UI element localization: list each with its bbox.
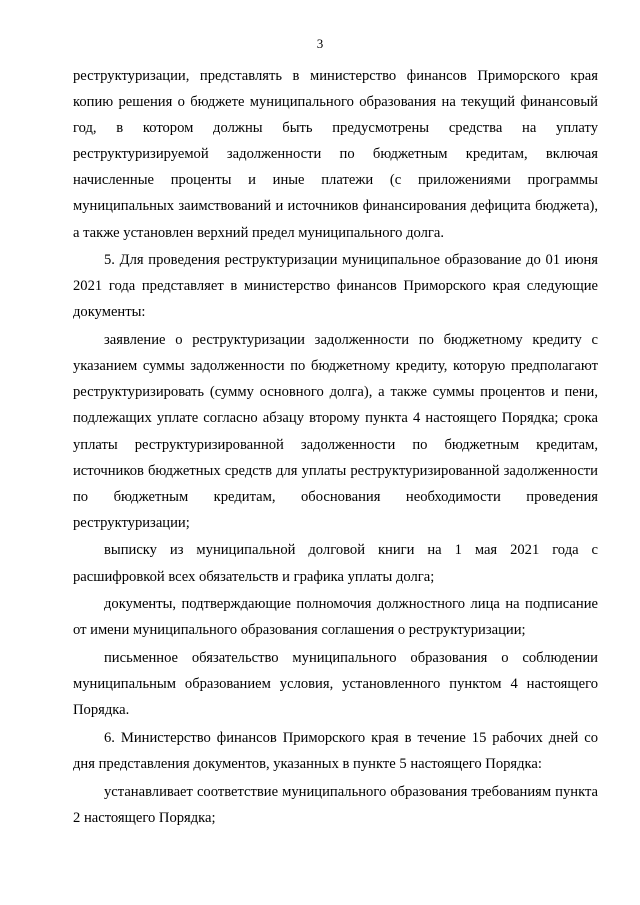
- paragraph-compliance: устанавливает соответствие муниципального образования требованиям пункта 2 настоящего Порядка;: [73, 783, 598, 826]
- paragraph-item-5: 5. Для проведения реструктуризации муниципальное образование до 01 июня 2021 года представляет в министерство финансов Приморского края следующие документы:: [73, 252, 598, 321]
- paragraph-authority-documents: документы, подтверждающие полномочия должностного лица на подписание от имени муниципального образования соглашения о реструктуризации;: [73, 596, 598, 639]
- paragraph-application: заявление о реструктуризации задолженности по бюджетному кредиту с указанием суммы задолженности по бюджетному кредиту, которую предполагают реструктуризировать (сумму основного долга), а также суммы процентов и пени, подлежащих уплате согласно абзацу второму пункта 4 настоящего Порядка; срока уплаты реструктуризированной задолженности по бюджетным кредитам, источников бюджетных средств для уплаты реструктуризированной задолженности по бюджетным кредитам, обоснования необходимости проведения реструктуризации;: [73, 332, 598, 531]
- document-body: [73, 63, 598, 831]
- paragraph-continuation: реструктуризации, представлять в министерство финансов Приморского края копию решения о бюджете муниципального образования на текущий финансовый год, в котором должны быть предусмотрены средства на уплату реструктуризируемой задолженности по бюджетным кредитам, включая начисленные проценты и иные платежи (с приложениями программы муниципальных заимствований и источников финансирования дефицита бюджета), а также установлен верхний предел муниципального долга.: [73, 68, 598, 241]
- paragraph-written-obligation: письменное обязательство муниципального образования о соблюдении муниципальным образованием условия, установленного пунктом 4 настоящего Порядка.: [73, 650, 598, 719]
- paragraph-debt-book-extract: выписку из муниципальной долговой книги на 1 мая 2021 года с расшифровкой всех обязательств и графика уплаты долга;: [73, 542, 598, 585]
- paragraph-item-6: 6. Министерство финансов Приморского края в течение 15 рабочих дней со дня представления документов, указанных в пункте 5 настоящего Порядка:: [73, 729, 598, 772]
- page-number: 3: [316, 36, 324, 51]
